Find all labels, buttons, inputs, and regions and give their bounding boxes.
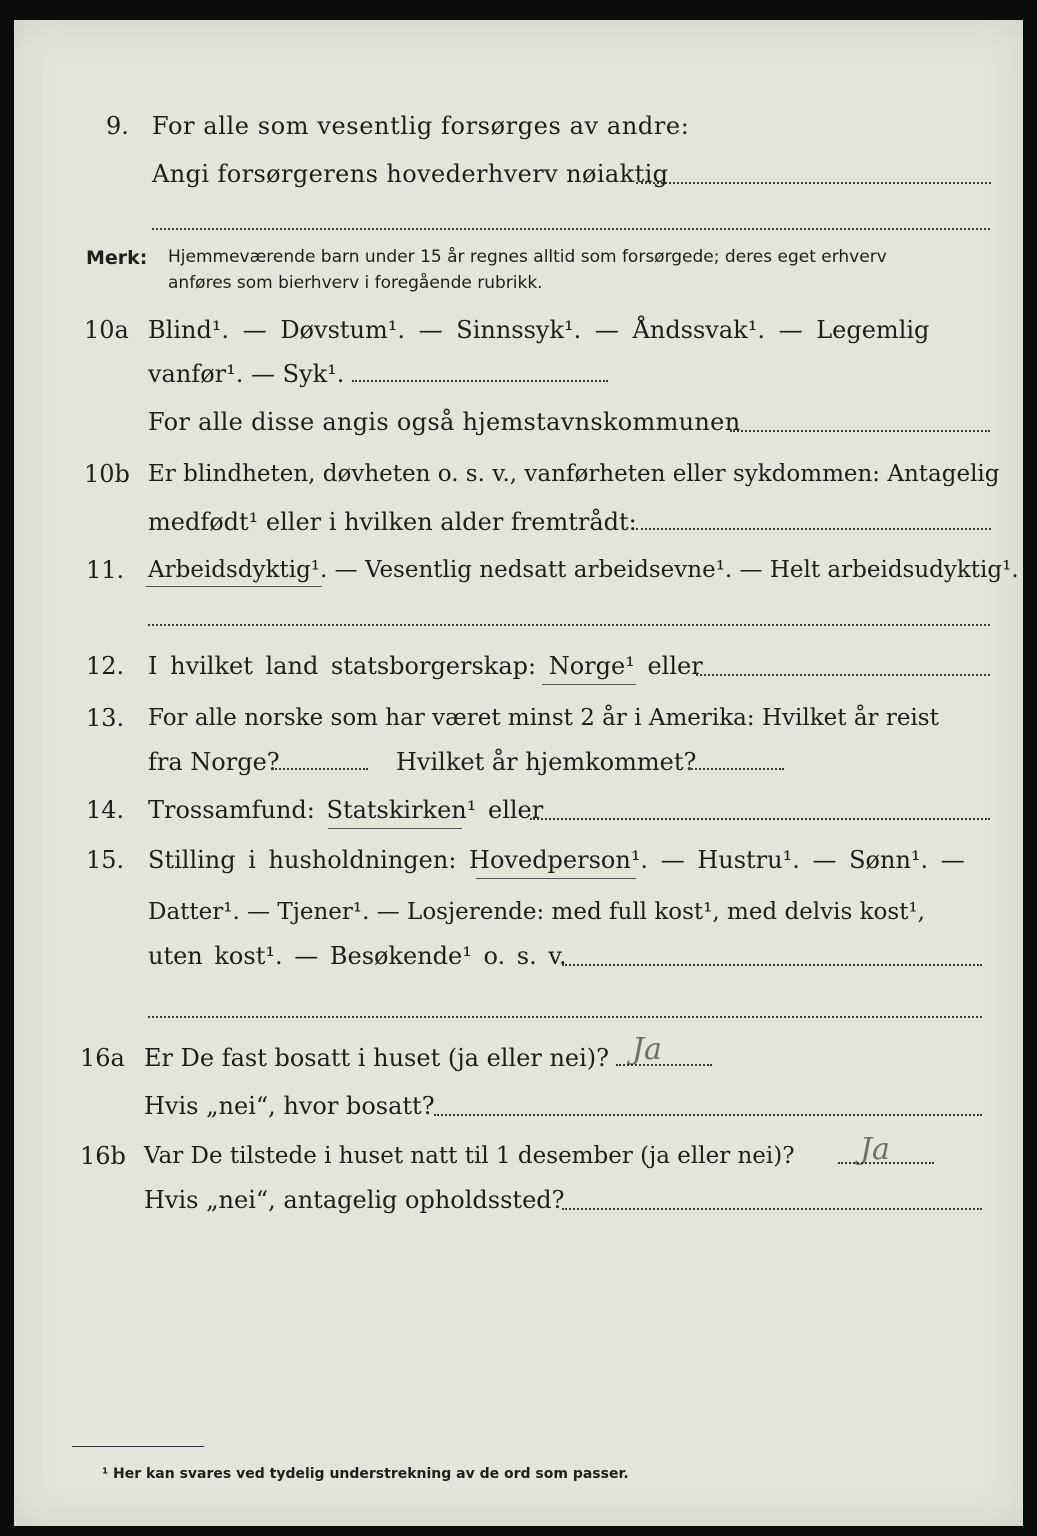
q12-underline-norge: [542, 684, 636, 685]
q13-hjemkommet-answer-line[interactable]: [688, 768, 784, 770]
q16a-answer-line[interactable]: [616, 1064, 712, 1066]
q9-line1: For alle som vesentlig forsørges av andre:: [152, 112, 690, 140]
q15-line3: uten kost¹. — Besøkende¹ o. s. v.: [148, 942, 567, 970]
q9-answer-line[interactable]: [636, 182, 991, 184]
q13-line2b: Hvilket år hjemkommet?: [396, 748, 697, 776]
q15-answer-line[interactable]: [562, 964, 982, 966]
q11-number: 11.: [86, 556, 125, 584]
q9-answer-line-2[interactable]: [152, 228, 990, 230]
footnote-text: ¹ Her kan svares ved tydelig understrekning av de ord som passer.: [102, 1466, 629, 1482]
q16b-line1: Var De tilstede i huset natt til 1 desember (ja eller nei)?: [144, 1143, 795, 1169]
q14-underline-statskirken: [328, 828, 462, 829]
q16a-line1: Er De fast bosatt i huset (ja eller nei)?: [144, 1044, 610, 1072]
q15-line1: Stilling i husholdningen: Hovedperson¹. — Hustru¹. — Sønn¹. —: [148, 846, 965, 874]
q10a-hjemstavn-answer-line[interactable]: [730, 430, 990, 432]
q9-line2: Angi forsørgerens hovederhverv nøiaktig: [152, 160, 669, 188]
q10a-line2: vanfør¹. — Syk¹.: [148, 360, 345, 388]
q12-answer-line[interactable]: [696, 674, 990, 676]
q15-underline-hovedperson: [476, 878, 636, 879]
q16b-handwritten-answer: Ja: [860, 1132, 890, 1167]
q13-reist-answer-line[interactable]: [272, 768, 368, 770]
q10b-line1: Er blindheten, døvheten o. s. v., vanførheten eller sykdommen: Antagelig: [148, 461, 1000, 487]
q16b-answer-line[interactable]: [838, 1162, 934, 1164]
q10a-line1: Blind¹. — Døvstum¹. — Sinnssyk¹. — Åndssvak¹. — Legemlig: [148, 316, 930, 344]
q13-line1: For alle norske som har været minst 2 år i Amerika: Hvilket år reist: [148, 705, 939, 731]
q11-underline-arbeidsdyktig: [146, 586, 322, 587]
q16a-line2: Hvis „nei“, hvor bosatt?: [144, 1092, 435, 1120]
q10a-number: 10a: [84, 316, 129, 344]
q14-line1: Trossamfund: Statskirken¹ eller: [148, 796, 544, 824]
q10b-number: 10b: [84, 460, 130, 488]
q10a-syk-answer-line[interactable]: [352, 380, 608, 382]
q10b-answer-line[interactable]: [636, 528, 991, 530]
q13-line2a: fra Norge?: [148, 748, 280, 776]
q14-answer-line[interactable]: [530, 818, 990, 820]
q16a-handwritten-answer: Ja: [632, 1032, 662, 1067]
q10a-line3: For alle disse angis også hjemstavnskommunen: [148, 408, 741, 436]
merk-line1: Hjemmeværende barn under 15 år regnes alltid som forsørgede; deres eget erhverv: [168, 247, 887, 267]
q15-number: 15.: [86, 846, 125, 874]
census-form-page: [14, 20, 1023, 1526]
q15-answer-line-2[interactable]: [148, 1016, 982, 1018]
q16a-number: 16a: [80, 1044, 125, 1072]
q13-number: 13.: [86, 704, 125, 732]
q12-line1: I hvilket land statsborgerskap: Norge¹ eller: [148, 652, 703, 680]
q9-number: 9.: [106, 112, 129, 140]
q10b-line2: medfødt¹ eller i hvilken alder fremtrådt:: [148, 508, 637, 536]
q11-line1: Arbeidsdyktig¹. — Vesentlig nedsatt arbeidsevne¹. — Helt arbeidsudyktig¹.: [148, 557, 1019, 583]
merk-label: Merk:: [86, 247, 148, 269]
merk-line2: anføres som bierhverv i foregående rubrikk.: [168, 273, 543, 293]
q16a-bosatt-answer-line[interactable]: [434, 1114, 982, 1116]
q16b-number: 16b: [80, 1142, 126, 1170]
q11-answer-line[interactable]: [148, 624, 990, 626]
q14-number: 14.: [86, 796, 125, 824]
footnote-rule: [72, 1446, 204, 1447]
q15-line2: Datter¹. — Tjener¹. — Losjerende: med full kost¹, med delvis kost¹,: [148, 899, 925, 925]
q16b-opholdssted-answer-line[interactable]: [562, 1208, 982, 1210]
q12-number: 12.: [86, 652, 125, 680]
q16b-line2: Hvis „nei“, antagelig opholdssted?: [144, 1186, 565, 1214]
